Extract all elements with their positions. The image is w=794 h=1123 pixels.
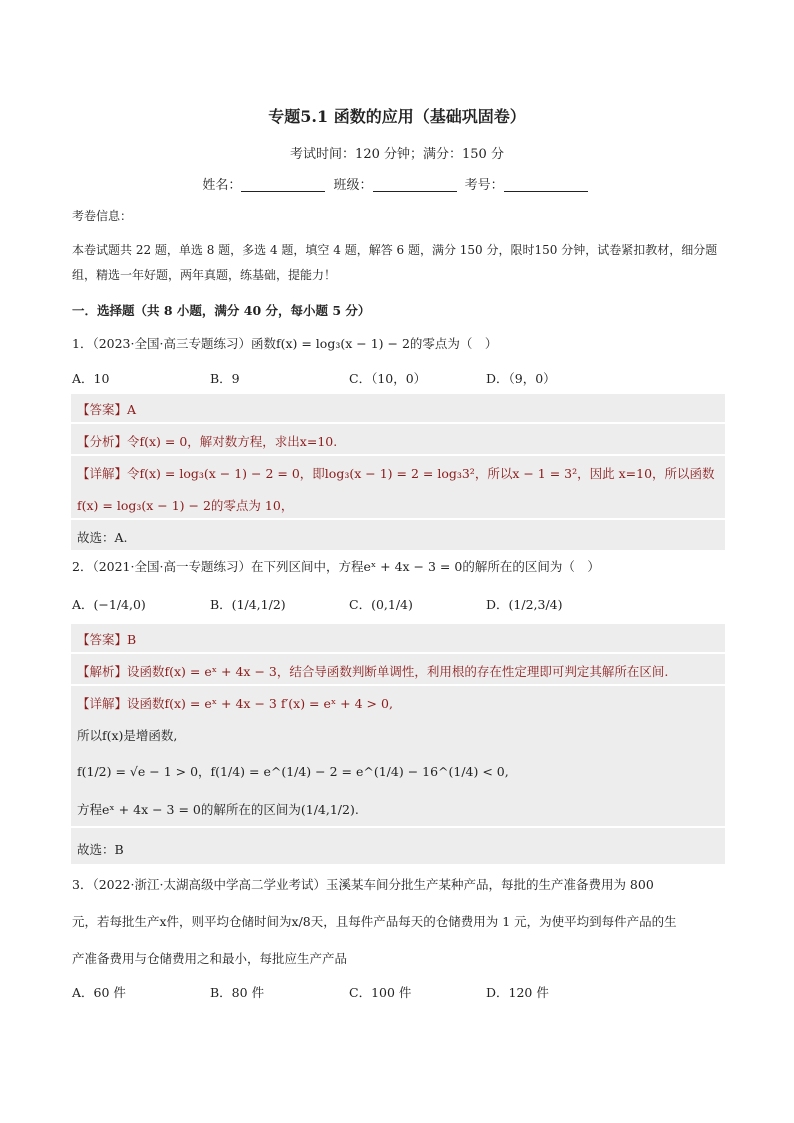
name-label: 姓名： xyxy=(202,178,242,193)
q2-detail-line-1: 【详解】设函数f(x) = eˣ + 4x − 3 f′(x) = eˣ + 4 > 0, xyxy=(77,696,393,711)
q2-detail-line-4: 方程eˣ + 4x − 3 = 0的解所在的区间为(1/4,1/2). xyxy=(77,802,359,817)
q2-option-c[interactable]: C．(0,1/4) xyxy=(349,597,413,612)
id-blank[interactable] xyxy=(504,177,588,192)
question-3-stem-line-1: 3．（2022·浙江·太湖高级中学高二学业考试）玉溪某车间分批生产某种产品，每批的生产准备费用为 800 xyxy=(72,877,654,892)
q2-option-a[interactable]: A．(−1/4,0) xyxy=(72,597,146,612)
q3-option-a[interactable]: A．60 件 xyxy=(72,985,126,1000)
intro-heading: 考卷信息： xyxy=(72,209,133,223)
q1-analysis: 【分析】令f(x) = 0，解对数方程，求出x=10. xyxy=(77,434,338,449)
exam-info: 考试时间：120 分钟；满分：150 分 xyxy=(290,147,504,162)
q2-choice: 故选：B xyxy=(77,842,124,857)
q1-option-c[interactable]: C．（10，0） xyxy=(349,371,427,386)
class-blank[interactable] xyxy=(373,177,457,192)
q1-detail-line-1: 【详解】令f(x) = log₃(x − 1) − 2 = 0，即log₃(x − 1) = 2 = log₃3²，所以x − 1 = 3²，因此 x=10，所以函数 xyxy=(77,466,715,481)
q1-option-b[interactable]: B．9 xyxy=(210,371,240,386)
section-heading: 一．选择题（共 8 小题，满分 40 分，每小题 5 分） xyxy=(72,303,371,318)
question-2-stem: 2．（2021·全国·高一专题练习）在下列区间中，方程eˣ + 4x − 3 = 0的解所在的区间为（ ） xyxy=(72,559,600,574)
q2-answer-box xyxy=(71,624,725,864)
q2-detail-line-2: 所以f(x)是增函数, xyxy=(77,728,178,743)
id-label: 考号： xyxy=(464,178,504,193)
name-blank[interactable] xyxy=(241,177,325,192)
q1-answer-box xyxy=(71,394,725,550)
q1-answer: 【答案】A xyxy=(77,402,137,417)
intro-body: 本卷试题共 22 题，单选 8 题，多选 4 题，填空 4 题，解答 6 题，满分 150 分，限时150 分钟，试卷紧扣教材，细分题组，精选一年好题，两年真题，练基础，提能力！ xyxy=(72,243,718,282)
student-info-line xyxy=(0,174,794,193)
q1-option-d[interactable]: D．（9，0） xyxy=(486,371,556,386)
q2-analysis: 【解析】设函数f(x) = eˣ + 4x − 3，结合导函数判断单调性，利用根的存在性定理即可判定其解所在区间. xyxy=(77,664,669,679)
q2-answer: 【答案】B xyxy=(77,632,137,647)
q1-choice: 故选：A. xyxy=(77,530,128,545)
q3-option-b[interactable]: B．80 件 xyxy=(210,985,265,1000)
class-label: 班级： xyxy=(333,178,373,193)
q1-detail-line-2: f(x) = log₃(x − 1) − 2的零点为 10， xyxy=(77,498,294,513)
page-title: 专题5.1 函数的应用（基础巩固卷） xyxy=(268,107,526,126)
q3-option-c[interactable]: C．100 件 xyxy=(349,985,412,1000)
question-3-stem-line-2: 元，若每批生产x件，则平均仓储时间为x/8天，且每件产品每天的仓储费用为 1 元，为使平均到每件产品的生 xyxy=(72,914,677,929)
q2-option-d[interactable]: D．(1/2,3/4) xyxy=(486,597,563,612)
q2-detail-line-3: f(1/2) = √e − 1 > 0，f(1/4) = e^(1/4) − 2 = e^(1/4) − 16^(1/4) < 0, xyxy=(77,764,509,779)
q2-option-b[interactable]: B．(1/4,1/2) xyxy=(210,597,286,612)
q3-option-d[interactable]: D．120 件 xyxy=(486,985,549,1000)
question-1-stem: 1．（2023·全国·高三专题练习）函数f(x) = log₃(x − 1) − 2的零点为（ ） xyxy=(72,336,498,351)
question-3-stem-line-3: 产准备费用与仓储费用之和最小，每批应生产产品 xyxy=(72,951,348,966)
q1-option-a[interactable]: A．10 xyxy=(72,371,110,386)
